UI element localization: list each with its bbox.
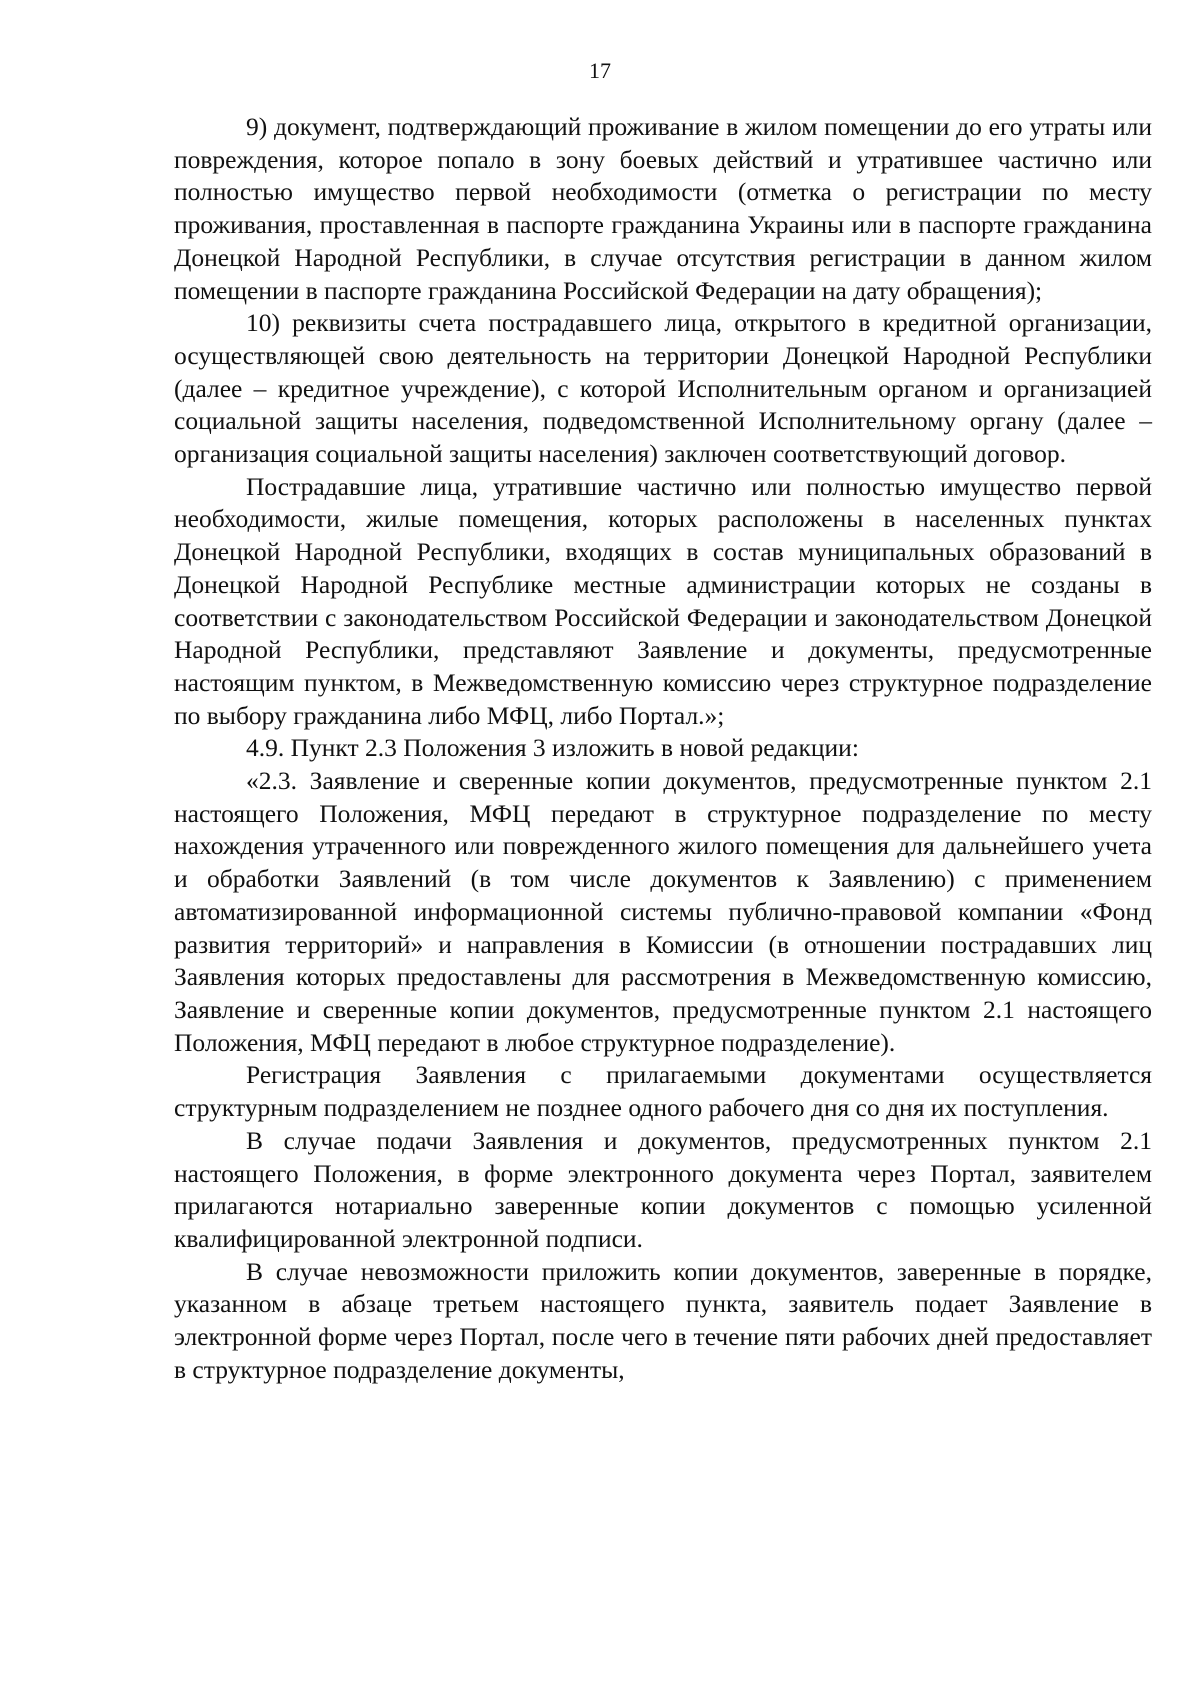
paragraph-registration: Регистрация Заявления с прилагаемыми документами осуществляется структурным подразделением не позднее одного рабочего дня со дня их поступления. [174,1060,1152,1123]
document-body [174,111,1152,1386]
paragraph-item-9: 9) документ, подтверждающий проживание в жилом помещении до его утраты или повреждения, которое попало в зону боевых действий и утратившее частично или полностью имущество первой необходимости (отметка о регистрации по месту проживания, проставленная в паспорте гражданина Украины или в паспорте гражданина Донецкой Народной Республики, в случае отсутствия регистрации в данном жилом помещении в паспорте гражданина Российской Федерации на дату обращения); [174,112,1152,305]
paragraph-impossibility-case: В случае невозможности приложить копии документов, заверенные в порядке, указанном в абзаце третьем настоящего пункта, заявитель подает Заявление в электронной форме через Портал, после чего в течение пяти рабочих дней предоставляет в структурное подразделение документы, [174,1256,1152,1384]
paragraph-electronic-submission: В случае подачи Заявления и документов, предусмотренных пунктом 2.1 настоящего Положения, в форме электронного документа через Портал, заявителем прилагаются нотариально заверенные копии документов с помощью усиленной квалифицированной электронной подписи. [174,1125,1152,1253]
paragraph-clause-2-3: «2.3. Заявление и сверенные копии документов, предусмотренные пунктом 2.1 настоящего Положения, МФЦ передают в структурное подразделение по месту нахождения утраченного или поврежденного жилого помещения для дальнейшего учета и обработки Заявлений (в том числе документов к Заявлению) с применением автоматизированной информационной системы публично-правовой компании «Фонд развития территорий» и направления в Комиссии (в отношении пострадавших лиц Заявления которых предоставлены для рассмотрения в Межведомственную комиссию, Заявление и сверенные копии документов, предусмотренные пунктом 2.1 настоящего Положения, МФЦ передают в любое структурное подразделение). [174,766,1152,1057]
page-number: 17 [589,58,611,83]
paragraph-item-10: 10) реквизиты счета пострадавшего лица, открытого в кредитной организации, осуществляющей свою деятельность на территории Донецкой Народной Республики (далее – кредитное учреждение), с которой Исполнительным органом и организацией социальной защиты населения, подведомственной Исполнительному органу (далее – организация социальной защиты населения) заключен соответствующий договор. [174,308,1152,469]
paragraph-victims-submission: Пострадавшие лица, утратившие частично или полностью имущество первой необходимости, жилые помещения, которых расположены в населенных пунктах Донецкой Народной Республики, входящих в состав муниципальных образований в Донецкой Народной Республике местные администрации которых не созданы в соответствии с законодательством Российской Федерации и законодательством Донецкой Народной Республики, представляют Заявление и документы, предусмотренные настоящим пунктом, в Межведомственную комиссию через структурное подразделение по выбору гражданина либо МФЦ, либо Портал.»; [174,471,1152,730]
paragraph-amendment-4-9: 4.9. Пункт 2.3 Положения 3 изложить в новой редакции: [246,733,859,763]
